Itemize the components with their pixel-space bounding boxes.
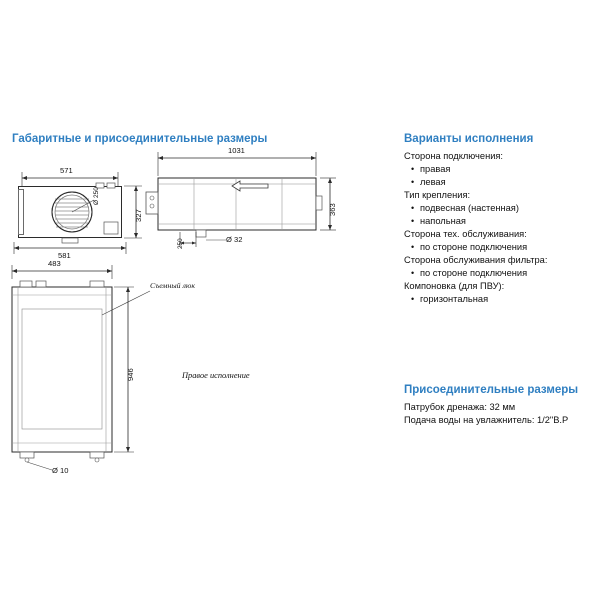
heading-connection-dimensions: Присоединительные размеры (404, 384, 579, 396)
dim-side-height: 363 (328, 203, 337, 216)
dim-top-hole: Ø 10 (52, 466, 69, 475)
heading-dimensions: Габаритные и присоединительные размеры (12, 133, 268, 145)
list-item: • напольная (420, 215, 596, 228)
variants-list (404, 150, 596, 306)
note-removable-hatch: Съемный люк (150, 281, 196, 290)
dim-front-width-bottom: 581 (58, 251, 71, 260)
variant-group-items-1 (404, 202, 596, 228)
side-view-svg (140, 0, 390, 270)
list-item: • левая (420, 176, 596, 189)
dim-front-circle: Ø 250 (93, 187, 100, 205)
variant-group-label-1: Тип крепления: (404, 190, 471, 200)
dim-side-length: 1031 (228, 146, 245, 155)
variant-group-label-2: Сторона тех. обслуживания: (404, 229, 527, 239)
connection-line-1: Подача воды на увлажнитель: 1/2"B.P (404, 415, 569, 425)
dim-front-height: 327 (134, 209, 143, 222)
connection-dimensions-list (404, 401, 596, 427)
variant-group-items-0 (404, 163, 596, 189)
list-item: • правая (420, 163, 596, 176)
heading-variants: Варианты исполнения (404, 133, 534, 145)
list-item: • по стороне подключения (420, 267, 596, 280)
variant-group-items-4 (404, 293, 596, 306)
dim-top-width: 483 (48, 259, 61, 268)
dim-side-small: 250 (177, 238, 184, 249)
variant-group-label-3: Сторона обслуживания фильтра: (404, 255, 548, 265)
dim-side-drain: Ø 32 (226, 235, 243, 244)
list-item: • горизонтальная (420, 293, 596, 306)
side-view-drawing (140, 0, 390, 270)
variant-group-items-3 (404, 267, 596, 280)
front-view-drawing (0, 0, 160, 260)
variant-group-items-2 (404, 241, 596, 254)
connection-line-0: Патрубок дренажа: 32 мм (404, 402, 516, 412)
list-item: • подвесная (настенная) (420, 202, 596, 215)
variant-group-label-4: Компоновка (для ПВУ): (404, 281, 505, 291)
top-view-drawing (0, 255, 360, 515)
dim-front-width-top: 571 (60, 166, 73, 175)
variant-group-label-0: Сторона подключения: (404, 151, 504, 161)
caption-right-version: Правое исполнение (182, 371, 250, 380)
dim-top-height: 946 (126, 368, 135, 381)
top-view-svg (0, 255, 360, 515)
list-item: • по стороне подключения (420, 241, 596, 254)
